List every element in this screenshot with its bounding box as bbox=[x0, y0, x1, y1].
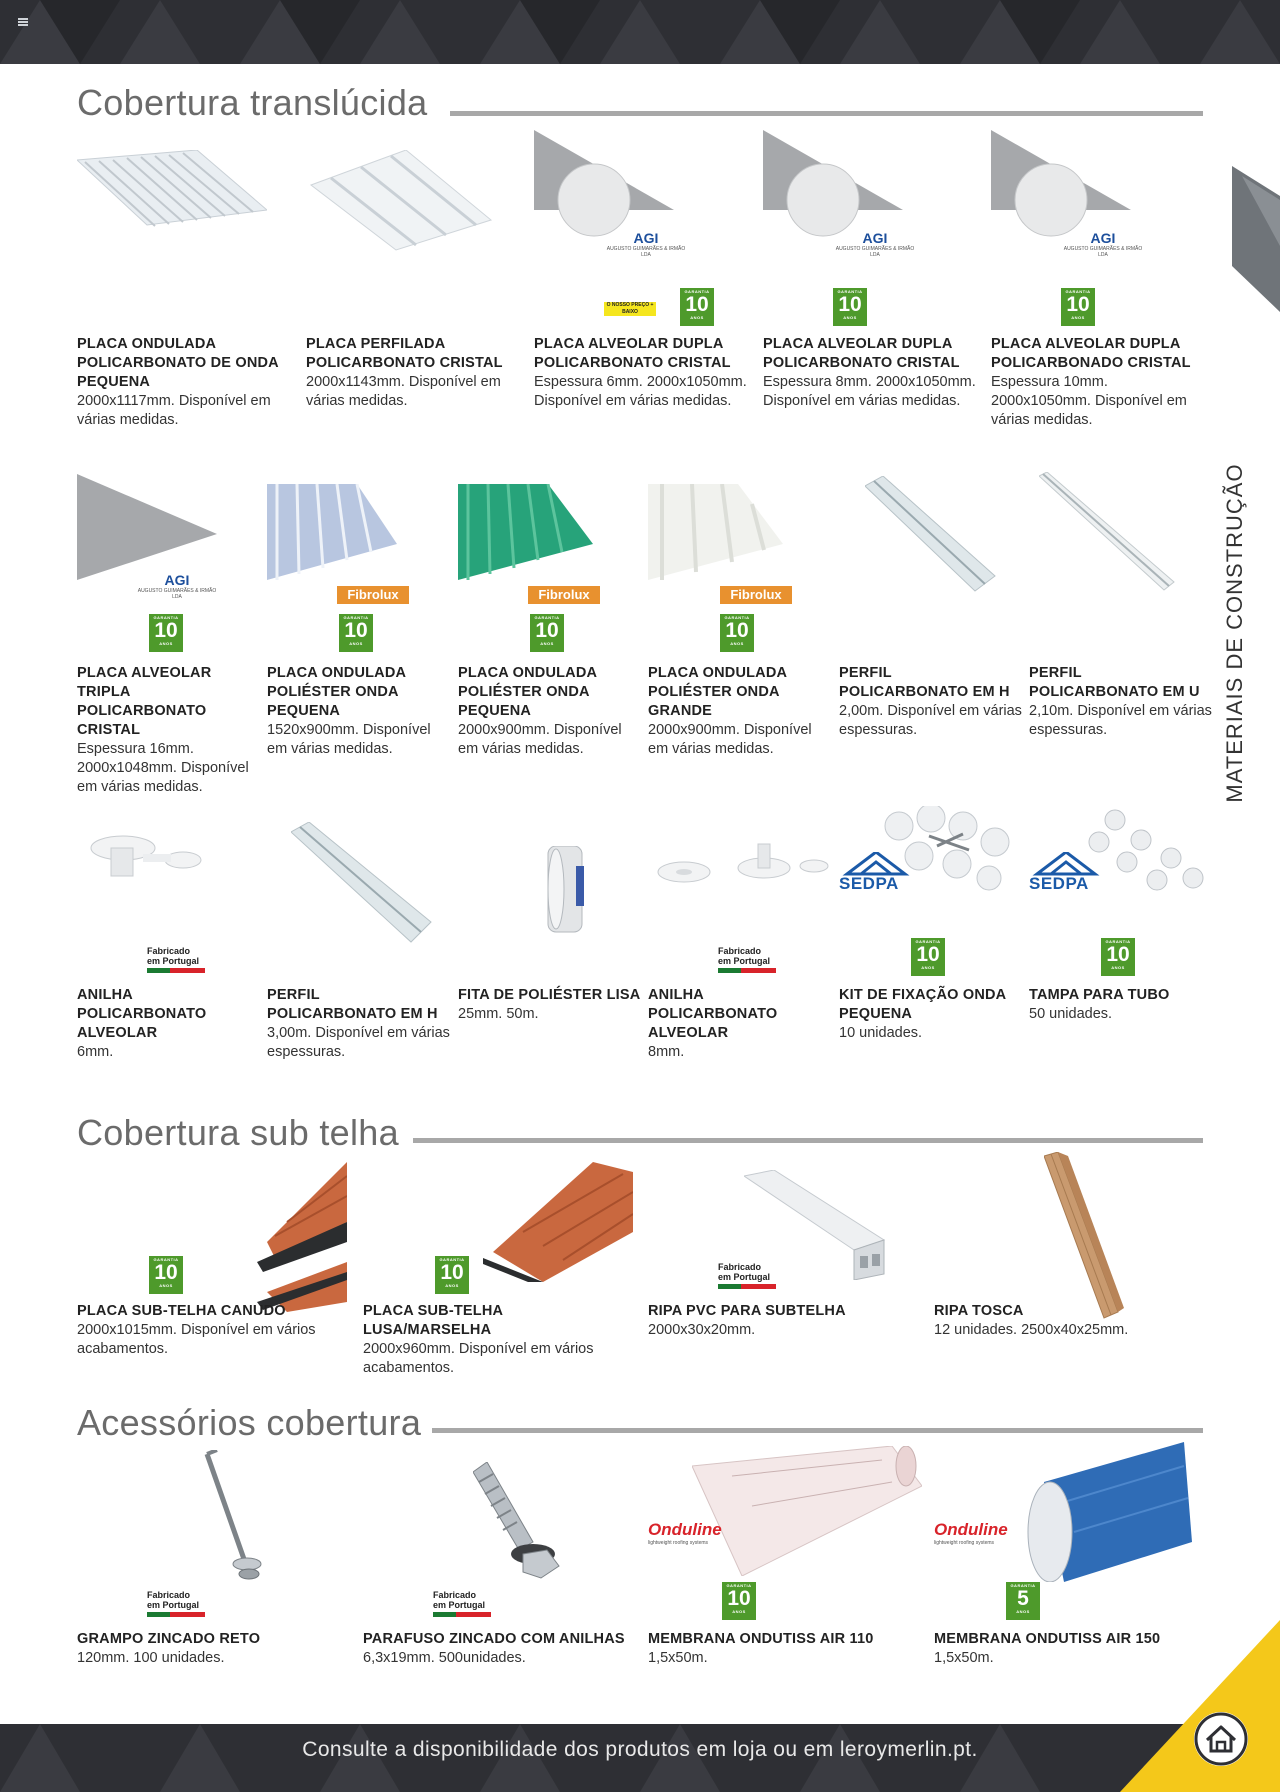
product-description: 10 unidades. bbox=[839, 1025, 923, 1041]
product-card[interactable] bbox=[1029, 472, 1214, 784]
roof-tile-image bbox=[483, 1162, 633, 1282]
product-description: 50 unidades. bbox=[1029, 1006, 1113, 1022]
made-in-portugal-badge: Fabricado em Portugal bbox=[433, 1590, 497, 1620]
product-description: Espessura 8mm. 2000x1050mm. Disponível em várias medidas. bbox=[763, 374, 976, 409]
polyester-sheet-image bbox=[458, 484, 598, 584]
onduline-logo: Onduline lightweight roofing systems bbox=[934, 1520, 1008, 1546]
garantia-badge: GARANTIA 10 ANOS bbox=[1101, 938, 1135, 976]
product-description: 12 unidades. 2500x40x25mm. bbox=[934, 1322, 1129, 1338]
product-description: 2000x900mm. Disponível em várias medidas. bbox=[648, 722, 812, 757]
product-name: PLACA PERFILADA POLICARBONATO CRISTAL bbox=[306, 336, 503, 371]
product-description: 2000x960mm. Disponível em vários acabamentos. bbox=[363, 1341, 594, 1376]
product-name: PARAFUSO ZINCADO COM ANILHAS bbox=[363, 1631, 625, 1647]
garantia-badge: GARANTIA 10 ANOS bbox=[680, 288, 714, 326]
product-card[interactable] bbox=[77, 830, 262, 1070]
product-name: PLACA SUB-TELHA LUSA/MARSELHA bbox=[363, 1303, 503, 1338]
h-profile-image bbox=[865, 476, 1005, 601]
product-card[interactable] bbox=[648, 480, 833, 784]
sedpa-mark-icon bbox=[839, 852, 913, 876]
side-category-label: MATERIAIS DE CONSTRUÇÃO bbox=[1222, 463, 1247, 803]
product-name: MEMBRANA ONDUTISS AIR 150 bbox=[934, 1631, 1161, 1647]
alveolar-sheet-image bbox=[991, 130, 1136, 245]
product-name: GRAMPO ZINCADO RETO bbox=[77, 1631, 261, 1647]
product-name: PLACA ALVEOLAR DUPLA POLICARBONATO CRISTAL bbox=[534, 336, 731, 371]
product-description: 1,5x50m. bbox=[648, 1650, 708, 1666]
product-name: PLACA ONDULADA POLIÉSTER ONDA GRANDE bbox=[648, 665, 787, 719]
profiled-sheet-image bbox=[306, 150, 496, 260]
product-name: PLACA ONDULADA POLIÉSTER ONDA PEQUENA bbox=[267, 665, 406, 719]
product-card[interactable] bbox=[77, 1162, 347, 1362]
garantia-badge: GARANTIA 10 ANOS bbox=[833, 288, 867, 326]
sedpa-mark-icon bbox=[1029, 852, 1103, 876]
agi-logo: AGI AUGUSTO GUIMARÃES & IRMÃO LDA bbox=[606, 230, 686, 258]
product-name: KIT DE FIXAÇÃO ONDA PEQUENA bbox=[839, 987, 1006, 1022]
top-banner bbox=[0, 0, 1280, 64]
sedpa-logo: SEDPA bbox=[839, 852, 913, 892]
garantia-badge: GARANTIA 10 ANOS bbox=[911, 938, 945, 976]
product-name: RIPA PVC PARA SUBTELHA bbox=[648, 1303, 846, 1319]
product-description: 2000x1117mm. Disponível em várias medidas. bbox=[77, 393, 271, 428]
polyester-sheet-image bbox=[648, 484, 788, 584]
garantia-badge: GARANTIA 10 ANOS bbox=[149, 614, 183, 652]
product-name: FITA DE POLIÉSTER LISA bbox=[458, 987, 641, 1003]
tape-roll-image bbox=[542, 846, 592, 936]
product-card[interactable] bbox=[77, 474, 262, 795]
u-profile-image bbox=[1039, 472, 1179, 602]
product-card[interactable] bbox=[934, 1152, 1204, 1362]
section-rule bbox=[450, 111, 1203, 116]
product-card[interactable] bbox=[458, 846, 643, 1066]
product-name: ANILHA POLICARBONATO ALVEOLAR bbox=[648, 987, 778, 1041]
garantia-badge: GARANTIA 10 ANOS bbox=[1061, 288, 1095, 326]
garantia-badge: GARANTIA 10 ANOS bbox=[339, 614, 373, 652]
top-banner-pattern bbox=[0, 0, 1280, 64]
made-in-portugal-badge: Fabricado em Portugal bbox=[718, 946, 782, 976]
product-card[interactable] bbox=[991, 130, 1206, 440]
product-card[interactable] bbox=[839, 806, 1024, 1070]
product-card[interactable] bbox=[363, 1162, 633, 1376]
product-description: Espessura 16mm. 2000x1048mm. Disponível em várias medidas. bbox=[77, 741, 249, 795]
product-card[interactable] bbox=[648, 838, 833, 1068]
product-description: Espessura 10mm. 2000x1050mm. Disponível em várias medidas. bbox=[991, 374, 1187, 428]
roof-tile-image bbox=[257, 1162, 347, 1312]
h-profile-image bbox=[291, 822, 441, 947]
product-card[interactable] bbox=[306, 140, 506, 440]
product-description: 2,00m. Disponível em várias espessuras. bbox=[839, 703, 1022, 738]
product-card[interactable] bbox=[458, 480, 643, 784]
product-description: 6,3x19mm. 500unidades. bbox=[363, 1650, 526, 1666]
sedpa-logo: SEDPA bbox=[1029, 852, 1103, 892]
product-description: 1520x900mm. Disponível em várias medidas. bbox=[267, 722, 431, 757]
fibrolux-logo: Fibrolux bbox=[337, 586, 409, 604]
agi-logo: AGI AUGUSTO GUIMARÃES & IRMÃO LDA bbox=[1063, 230, 1143, 258]
product-name: PLACA ALVEOLAR DUPLA POLICARBONADO CRISTAL bbox=[991, 336, 1191, 371]
washer-image bbox=[654, 838, 834, 888]
fibrolux-logo: Fibrolux bbox=[720, 586, 792, 604]
garantia-badge: GARANTIA 10 ANOS bbox=[720, 614, 754, 652]
product-description: 3,00m. Disponível em várias espessuras. bbox=[267, 1025, 450, 1060]
product-name: PLACA ALVEOLAR DUPLA POLICARBONATO CRISTAL bbox=[763, 336, 960, 371]
section-rule bbox=[432, 1428, 1203, 1433]
product-name: PERFIL POLICARBONATO EM H bbox=[267, 987, 438, 1022]
product-card[interactable] bbox=[763, 130, 976, 440]
product-name: PERFIL POLICARBONATO EM U bbox=[1029, 665, 1200, 700]
product-card[interactable] bbox=[1029, 806, 1214, 1070]
alveolar-sheet-image bbox=[763, 130, 908, 245]
product-card[interactable] bbox=[363, 1462, 633, 1670]
product-description: 6mm. bbox=[77, 1044, 114, 1060]
garantia-badge: GARANTIA 5 ANOS bbox=[1006, 1582, 1040, 1620]
zinc-hook-image bbox=[197, 1450, 277, 1590]
product-name: PLACA ALVEOLAR TRIPLA POLICARBONATO CRISTAL bbox=[77, 665, 212, 738]
product-name: MEMBRANA ONDUTISS AIR 110 bbox=[648, 1631, 874, 1647]
product-card[interactable] bbox=[77, 1450, 347, 1670]
product-card[interactable] bbox=[839, 476, 1024, 784]
product-description: 2000x30x20mm. bbox=[648, 1322, 756, 1338]
product-name: TAMPA PARA TUBO bbox=[1029, 987, 1170, 1003]
menu-icon[interactable] bbox=[18, 18, 28, 26]
alveolar-sheet-image bbox=[534, 130, 679, 245]
product-card[interactable] bbox=[267, 480, 452, 784]
product-card[interactable] bbox=[534, 130, 747, 440]
garantia-badge: GARANTIA 10 ANOS bbox=[722, 1582, 756, 1620]
product-description: 25mm. 50m. bbox=[458, 1006, 539, 1022]
product-description: Espessura 6mm. 2000x1050mm. Disponível em várias medidas. bbox=[534, 374, 747, 409]
promo-badge: O NOSSO PREÇO + BAIXO bbox=[604, 302, 656, 316]
home-icon bbox=[1194, 1712, 1248, 1766]
made-in-portugal-badge: Fabricado em Portugal bbox=[147, 1590, 211, 1620]
product-name: ANILHA POLICARBONATO ALVEOLAR bbox=[77, 987, 207, 1041]
product-card[interactable] bbox=[648, 1170, 918, 1362]
garantia-badge: GARANTIA 10 ANOS bbox=[530, 614, 564, 652]
product-description: 2000x1015mm. Disponível em vários acabamentos. bbox=[77, 1322, 316, 1357]
footer-text: Consulte a disponibilidade dos produtos em loja ou em leroymerlin.pt. bbox=[302, 1738, 978, 1761]
made-in-portugal-badge: Fabricado em Portugal bbox=[718, 1262, 782, 1292]
product-name: PLACA ONDULADA POLICARBONATO DE ONDA PEQUENA bbox=[77, 336, 279, 390]
product-description: 2,10m. Disponível em várias espessuras. bbox=[1029, 703, 1212, 738]
section-title-acessorios: Acessórios cobertura bbox=[77, 1402, 422, 1443]
agi-logo: AGI AUGUSTO GUIMARÃES & IRMÃO LDA bbox=[137, 572, 217, 600]
corrugated-sheet-image bbox=[77, 150, 267, 260]
onduline-logo: Onduline lightweight roofing systems bbox=[648, 1520, 722, 1546]
product-name: PERFIL POLICARBONATO EM H bbox=[839, 665, 1010, 700]
wood-batten-image bbox=[1044, 1152, 1124, 1322]
garantia-badge: GARANTIA 10 ANOS bbox=[149, 1256, 183, 1294]
washer-image bbox=[83, 830, 213, 890]
alveolar-sheet-image bbox=[77, 474, 217, 584]
product-description: 2000x900mm. Disponível em várias medidas. bbox=[458, 722, 622, 757]
yellow-corner-graphic bbox=[1120, 1620, 1280, 1792]
product-description: 8mm. bbox=[648, 1044, 685, 1060]
fibrolux-logo: Fibrolux bbox=[528, 586, 600, 604]
product-name: PLACA SUB-TELHA CANUDO bbox=[77, 1303, 286, 1319]
section-title-translucida: Cobertura translúcida bbox=[77, 82, 428, 123]
garantia-badge: GARANTIA 10 ANOS bbox=[435, 1256, 469, 1294]
zinc-screw-image bbox=[473, 1462, 573, 1587]
agi-logo: AGI AUGUSTO GUIMARÃES & IRMÃO LDA bbox=[835, 230, 915, 258]
product-description: 1,5x50m. bbox=[934, 1650, 994, 1666]
section-title-subtelha: Cobertura sub telha bbox=[77, 1112, 399, 1153]
product-description: 120mm. 100 unidades. bbox=[77, 1650, 225, 1666]
polyester-sheet-image bbox=[267, 484, 407, 584]
product-name: RIPA TOSCA bbox=[934, 1303, 1024, 1319]
home-button[interactable] bbox=[1194, 1712, 1248, 1766]
product-name: PLACA ONDULADA POLIÉSTER ONDA PEQUENA bbox=[458, 665, 597, 719]
product-card[interactable] bbox=[77, 140, 277, 440]
membrane-roll-image bbox=[692, 1446, 922, 1576]
side-tab-graphic bbox=[1232, 166, 1280, 312]
product-card[interactable] bbox=[648, 1446, 928, 1670]
membrane-roll-image bbox=[1024, 1442, 1192, 1582]
product-description: 2000x1143mm. Disponível em várias medidas. bbox=[306, 374, 501, 409]
made-in-portugal-badge: Fabricado em Portugal bbox=[147, 946, 211, 976]
section-rule bbox=[413, 1138, 1203, 1143]
product-card[interactable] bbox=[267, 822, 452, 1082]
